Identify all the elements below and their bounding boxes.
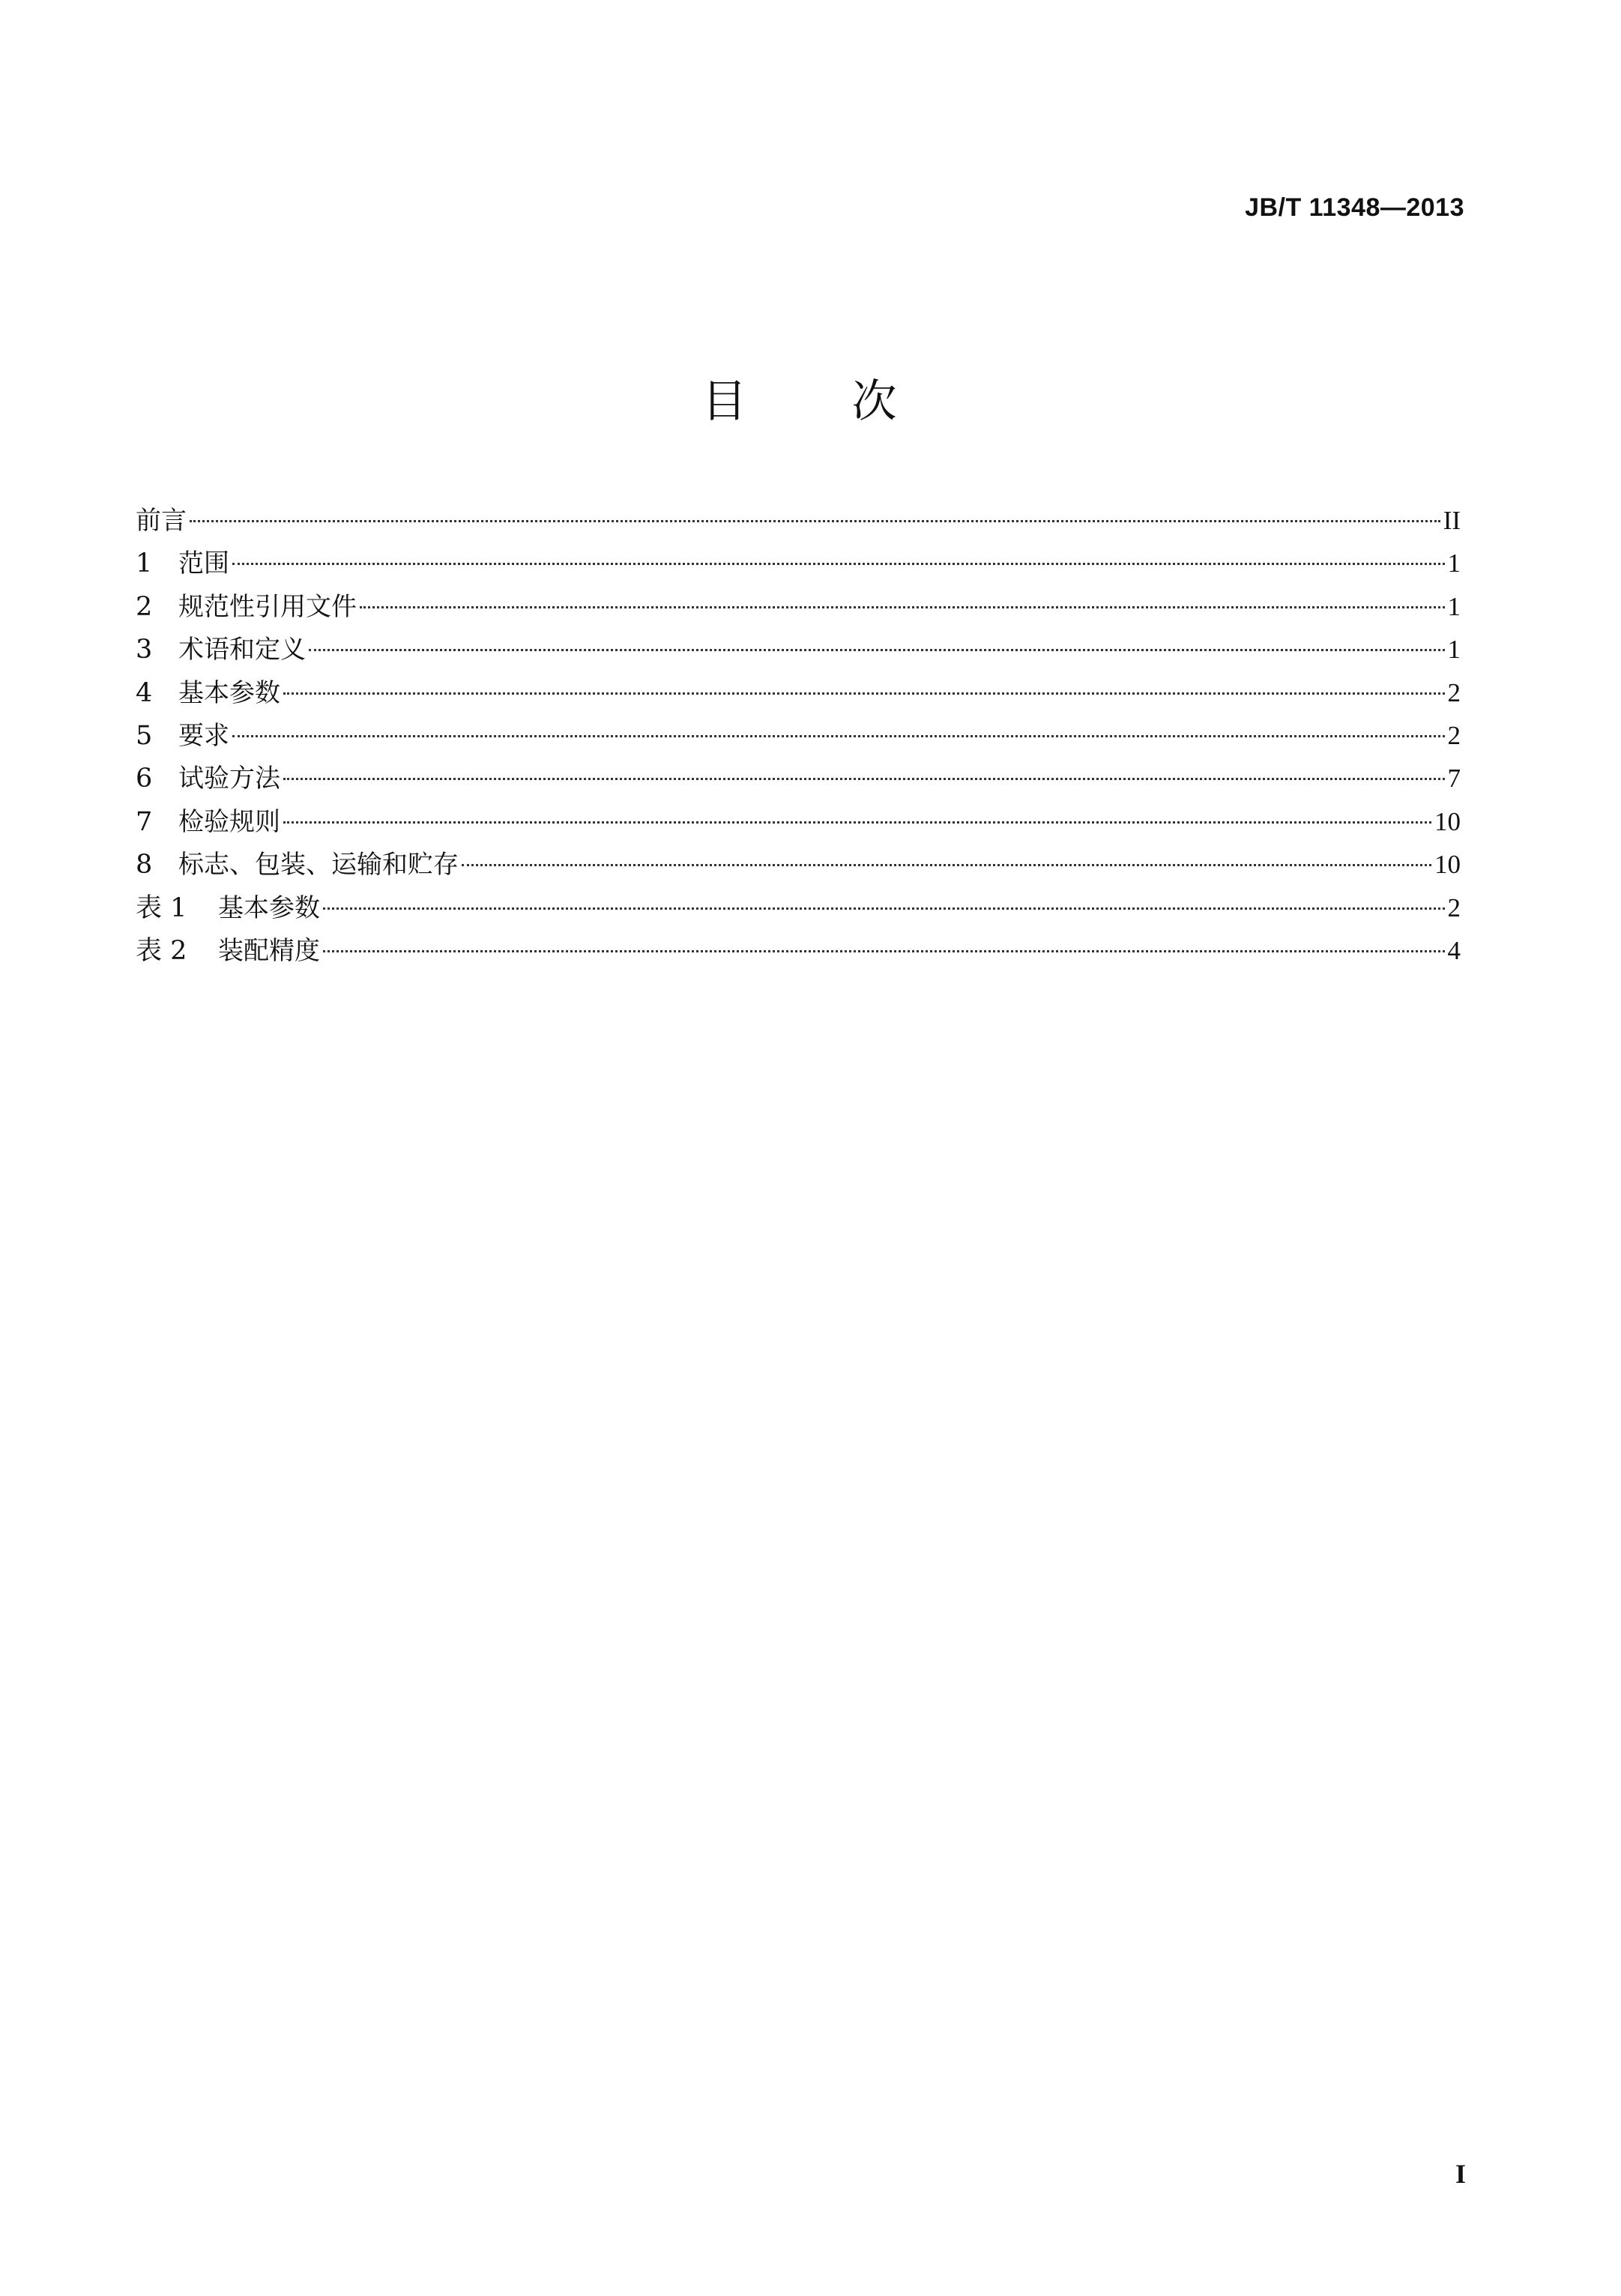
- toc-entry-table-2[interactable]: [136, 929, 1461, 972]
- toc-entry-number: 6: [136, 764, 153, 794]
- toc-entry-page: 2: [1447, 677, 1461, 707]
- toc-entry-title: 术语和定义: [178, 635, 306, 665]
- toc-entry-page: 2: [1447, 720, 1461, 750]
- table-of-contents: [136, 499, 1461, 972]
- toc-entry-number: 表 1: [136, 892, 187, 923]
- toc-entry-title: 基本参数: [178, 677, 280, 708]
- dot-leader: [283, 692, 1445, 695]
- toc-entry-page: 1: [1447, 549, 1461, 578]
- toc-entry-terms-definitions[interactable]: [136, 628, 1461, 671]
- toc-entry-title: 装配精度: [218, 935, 320, 966]
- toc-entry-page: 2: [1447, 892, 1461, 922]
- toc-entry-page: 4: [1447, 935, 1461, 965]
- dot-leader: [283, 821, 1431, 824]
- toc-entry-scope[interactable]: [136, 542, 1461, 584]
- toc-entry-inspection-rules[interactable]: [136, 800, 1461, 843]
- toc-entry-page: 1: [1447, 635, 1461, 665]
- dot-leader: [283, 778, 1445, 780]
- dot-leader: [323, 950, 1445, 952]
- dot-leader: [309, 649, 1445, 651]
- toc-entry-page: 1: [1447, 591, 1461, 621]
- toc-entry-title: 前言: [136, 506, 187, 536]
- toc-entry-title: 检验规则: [178, 806, 280, 837]
- toc-entry-foreword[interactable]: [136, 499, 1461, 542]
- toc-entry-number: 表 2: [136, 935, 187, 966]
- toc-entry-requirements[interactable]: [136, 714, 1461, 757]
- toc-entry-title: 试验方法: [178, 764, 280, 794]
- toc-entry-title: 基本参数: [218, 892, 320, 923]
- toc-entry-number: 4: [136, 677, 153, 708]
- toc-entry-number: 3: [136, 635, 153, 665]
- dot-leader: [232, 563, 1445, 565]
- toc-entry-number: 5: [136, 720, 153, 751]
- toc-entry-title: 范围: [178, 549, 229, 579]
- toc-entry-number: 2: [136, 591, 153, 622]
- toc-entry-number: 8: [136, 850, 153, 880]
- toc-entry-number: 7: [136, 806, 153, 837]
- toc-entry-page: 10: [1434, 806, 1461, 836]
- toc-entry-marking-packaging[interactable]: [136, 843, 1461, 886]
- dot-leader: [323, 907, 1445, 910]
- dot-leader: [462, 864, 1431, 866]
- toc-entry-page: 7: [1447, 764, 1461, 794]
- dot-leader: [232, 735, 1445, 737]
- toc-entry-number: 1: [136, 549, 153, 579]
- toc-entry-title: 标志、包装、运输和贮存: [178, 850, 459, 880]
- toc-entry-test-methods[interactable]: [136, 757, 1461, 800]
- toc-entry-title: 要求: [178, 720, 229, 751]
- page-number: I: [1455, 2159, 1466, 2189]
- toc-entry-normative-references[interactable]: [136, 585, 1461, 628]
- toc-entry-basic-parameters[interactable]: [136, 671, 1461, 714]
- toc-entry-page: 10: [1434, 850, 1461, 880]
- toc-entry-table-1[interactable]: [136, 886, 1461, 929]
- page-title: 目次: [701, 375, 1002, 428]
- dot-leader: [190, 520, 1440, 522]
- toc-entry-title: 规范性引用文件: [178, 591, 357, 622]
- dot-leader: [360, 606, 1445, 608]
- document-number: JB/T 11348—2013: [1245, 193, 1464, 222]
- toc-entry-page: II: [1443, 506, 1461, 535]
